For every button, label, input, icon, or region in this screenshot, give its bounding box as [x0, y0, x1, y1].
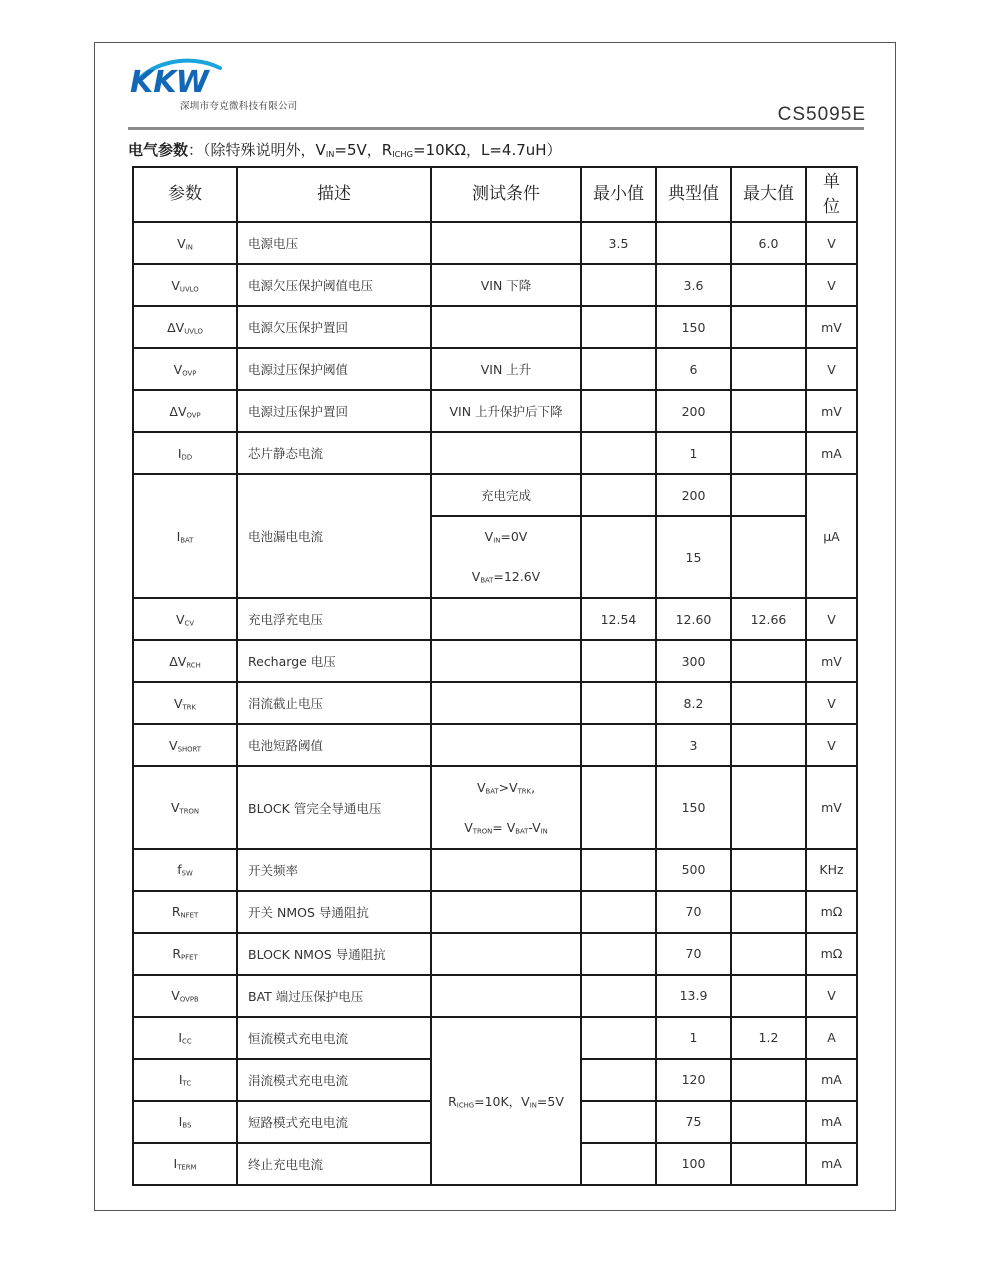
param-cell-subscript: TRON	[179, 807, 200, 816]
param-cell-subscript: OVPB	[179, 995, 199, 1004]
table-row	[133, 682, 857, 724]
cond-cell	[431, 222, 581, 264]
cond-cell	[431, 933, 581, 975]
cond-v-val: =0V	[500, 529, 528, 545]
desc-cell: 开关 NMOS 导通阻抗	[237, 891, 431, 933]
header-unit-line1: 单	[823, 171, 840, 192]
unit-cell: A	[806, 1017, 857, 1059]
unit-cell: V	[806, 724, 857, 766]
max-cell	[731, 306, 806, 348]
typ-cell: 300	[656, 640, 731, 682]
header-param: 参数	[133, 167, 237, 222]
typ-cell: 13.9	[656, 975, 731, 1017]
min-cell	[581, 1143, 656, 1185]
table-row	[133, 891, 857, 933]
param-cell-subscript: TERM	[177, 1164, 197, 1173]
cond-line	[432, 557, 580, 597]
cond-v: V	[484, 529, 494, 545]
param-cell	[133, 1059, 237, 1101]
typ-cell: 12.60	[656, 598, 731, 640]
cond-r: R	[448, 1093, 457, 1109]
cond-cell	[431, 975, 581, 1017]
max-cell	[731, 849, 806, 891]
header-unit	[806, 167, 857, 222]
max-cell	[731, 891, 806, 933]
min-cell	[581, 474, 656, 516]
cond-cell	[431, 640, 581, 682]
max-cell	[731, 975, 806, 1017]
cond-v: V	[521, 1093, 530, 1109]
cond-cell	[431, 516, 581, 598]
max-cell	[731, 933, 806, 975]
cond-line	[432, 768, 580, 808]
cond-cell: VIN 上升	[431, 348, 581, 390]
section-r-sub: ICHG	[392, 149, 414, 160]
param-cell	[133, 474, 237, 598]
section-open: （除特殊说明外，	[203, 141, 316, 159]
table-row	[133, 432, 857, 474]
param-cell-symbol: I	[176, 528, 181, 544]
unit-cell: V	[806, 682, 857, 724]
unit-cell: V	[806, 975, 857, 1017]
table-row-tron	[133, 766, 857, 848]
desc-cell: 涓流截止电压	[237, 682, 431, 724]
cond-part: V	[464, 819, 473, 835]
typ-cell: 1	[656, 1017, 731, 1059]
desc-cell: 短路模式充电电流	[237, 1101, 431, 1143]
param-cell	[133, 306, 237, 348]
param-cell-symbol: I	[178, 1030, 183, 1046]
max-cell: 1.2	[731, 1017, 806, 1059]
header-divider	[128, 127, 864, 130]
header-row	[133, 167, 857, 222]
param-cell	[133, 264, 237, 306]
min-cell	[581, 975, 656, 1017]
desc-cell: 充电浮充电压	[237, 598, 431, 640]
table-row-charge	[133, 1017, 857, 1059]
typ-cell: 150	[656, 306, 731, 348]
cond-cell-merged	[431, 1017, 581, 1185]
cond-cell	[431, 766, 581, 848]
param-cell-symbol: V	[169, 737, 178, 753]
cond-part: = V	[492, 819, 516, 835]
param-cell	[133, 1017, 237, 1059]
cond-part: ,	[531, 779, 536, 795]
param-cell	[133, 933, 237, 975]
unit-cell: V	[806, 222, 857, 264]
model-number: CS5095E	[777, 104, 866, 125]
param-cell	[133, 849, 237, 891]
typ-cell: 70	[656, 891, 731, 933]
min-cell	[581, 306, 656, 348]
param-cell-subscript: SW	[181, 869, 193, 878]
param-cell	[133, 432, 237, 474]
table-row	[133, 348, 857, 390]
typ-cell: 500	[656, 849, 731, 891]
param-cell	[133, 640, 237, 682]
cond-vbat: V	[471, 569, 481, 585]
param-cell-subscript: TC	[182, 1079, 192, 1088]
cond-cell	[431, 306, 581, 348]
min-cell	[581, 682, 656, 724]
desc-cell: 电源电压	[237, 222, 431, 264]
param-cell	[133, 766, 237, 848]
param-cell-symbol: I	[173, 1156, 178, 1172]
company-name: 深圳市夸克微科技有限公司	[180, 101, 298, 112]
cond-sub: TRK	[517, 787, 532, 796]
max-cell: 6.0	[731, 222, 806, 264]
desc-cell: 电源过压保护阈值	[237, 348, 431, 390]
typ-cell: 70	[656, 933, 731, 975]
max-cell	[731, 474, 806, 516]
section-r: R	[381, 141, 393, 159]
max-cell	[731, 432, 806, 474]
section-title	[128, 139, 562, 160]
cond-mid: =10K，	[474, 1093, 522, 1109]
typ-cell: 200	[656, 474, 731, 516]
max-cell	[731, 724, 806, 766]
desc-cell: 恒流模式充电电流	[237, 1017, 431, 1059]
param-cell-symbol: V	[171, 277, 180, 293]
desc-cell: 涓流模式充电电流	[237, 1059, 431, 1101]
param-cell	[133, 598, 237, 640]
param-cell	[133, 891, 237, 933]
min-cell	[581, 1059, 656, 1101]
cond-r-sub: ICHG	[456, 1101, 475, 1110]
param-cell-subscript: RCH	[186, 661, 201, 670]
min-cell: 3.5	[581, 222, 656, 264]
cond-line	[432, 517, 580, 557]
param-cell-subscript: BS	[182, 1121, 192, 1130]
desc-cell: 芯片静态电流	[237, 432, 431, 474]
desc-cell: BLOCK 管完全导通电压	[237, 766, 431, 848]
table-row	[133, 306, 857, 348]
header-desc: 描述	[237, 167, 431, 222]
table-row	[133, 640, 857, 682]
section-v-val: =5V，	[334, 141, 382, 159]
param-cell-symbol: V	[175, 611, 185, 627]
max-cell	[731, 1101, 806, 1143]
unit-cell: V	[806, 264, 857, 306]
section-title-bold: 电气参数	[128, 141, 189, 159]
unit-cell: V	[806, 598, 857, 640]
electrical-parameters-table	[132, 166, 858, 1186]
company-logo	[128, 56, 328, 116]
table-row	[133, 975, 857, 1017]
table-row-bat	[133, 474, 857, 516]
cond-end: =5V	[536, 1093, 564, 1109]
param-cell-subscript: OVP	[186, 411, 201, 420]
min-cell	[581, 766, 656, 848]
section-colon: ：	[188, 141, 204, 159]
desc-cell: BAT 端过压保护电压	[237, 975, 431, 1017]
max-cell: 12.66	[731, 598, 806, 640]
unit-cell: V	[806, 348, 857, 390]
cond-cell: VIN 下降	[431, 264, 581, 306]
header-min: 最小值	[581, 167, 656, 222]
cond-part: -V	[528, 819, 541, 835]
param-cell-symbol: R	[171, 904, 181, 920]
param-cell	[133, 682, 237, 724]
min-cell	[581, 933, 656, 975]
typ-cell: 120	[656, 1059, 731, 1101]
table-row	[133, 390, 857, 432]
table-row	[133, 598, 857, 640]
cond-cell: VIN 上升保护后下降	[431, 390, 581, 432]
header-unit-line2: 位	[823, 196, 840, 217]
kkw-logo-mark	[128, 56, 328, 100]
cond-cell	[431, 724, 581, 766]
cond-cell	[431, 432, 581, 474]
min-cell	[581, 640, 656, 682]
max-cell	[731, 516, 806, 598]
typ-cell	[656, 222, 731, 264]
param-cell-subscript: CV	[184, 619, 195, 628]
max-cell	[731, 390, 806, 432]
desc-cell: 电池短路阈值	[237, 724, 431, 766]
cond-sub: IN	[540, 827, 548, 836]
desc-cell: 开关频率	[237, 849, 431, 891]
min-cell	[581, 390, 656, 432]
desc-cell: 电源欠压保护阈值电压	[237, 264, 431, 306]
header-max: 最大值	[731, 167, 806, 222]
param-cell-symbol: V	[177, 235, 186, 251]
header-cond: 测试条件	[431, 167, 581, 222]
min-cell	[581, 516, 656, 598]
param-cell	[133, 222, 237, 264]
desc-cell: 电池漏电电流	[237, 474, 431, 598]
max-cell	[731, 682, 806, 724]
param-cell	[133, 390, 237, 432]
param-cell	[133, 975, 237, 1017]
param-cell-symbol: V	[173, 695, 183, 711]
unit-cell: mV	[806, 306, 857, 348]
param-cell-subscript: BAT	[180, 536, 194, 545]
unit-cell: mΩ	[806, 933, 857, 975]
param-cell-symbol: V	[171, 988, 180, 1004]
typ-cell: 75	[656, 1101, 731, 1143]
table-row	[133, 849, 857, 891]
unit-cell: mΩ	[806, 891, 857, 933]
param-cell-symbol: I	[177, 445, 182, 461]
cond-v-sub: IN	[529, 1101, 537, 1110]
cond-v-sub: IN	[493, 537, 501, 546]
param-cell-symbol: ΔV	[167, 319, 185, 335]
max-cell	[731, 1059, 806, 1101]
section-v: V	[315, 141, 326, 159]
min-cell	[581, 1017, 656, 1059]
param-cell-symbol: f	[177, 862, 182, 878]
cond-part: V	[476, 779, 486, 795]
cond-sub: BAT	[515, 827, 529, 836]
typ-cell: 200	[656, 390, 731, 432]
param-cell-subscript: PFET	[181, 953, 198, 962]
param-cell-symbol: R	[172, 946, 182, 962]
unit-cell: mA	[806, 432, 857, 474]
cond-cell	[431, 682, 581, 724]
typ-cell: 6	[656, 348, 731, 390]
min-cell	[581, 724, 656, 766]
cond-line	[432, 808, 580, 848]
unit-cell: mV	[806, 766, 857, 848]
table-row	[133, 264, 857, 306]
unit-cell: KHz	[806, 849, 857, 891]
min-cell	[581, 264, 656, 306]
param-cell-symbol: ΔV	[169, 653, 187, 669]
param-cell-subscript: TRK	[182, 703, 197, 712]
param-cell	[133, 1101, 237, 1143]
min-cell	[581, 1101, 656, 1143]
section-r-val: =10KΩ，L=4.7uH）	[413, 141, 562, 159]
unit-cell: mV	[806, 390, 857, 432]
max-cell	[731, 264, 806, 306]
cond-vbat-sub: BAT	[480, 577, 494, 586]
cond-cell	[431, 849, 581, 891]
table-row	[133, 724, 857, 766]
param-cell-symbol: I	[178, 1072, 183, 1088]
param-cell-subscript: CC	[182, 1037, 192, 1046]
cond-vbat-val: =12.6V	[493, 569, 541, 585]
param-cell-subscript: OVP	[182, 369, 197, 378]
param-cell-subscript: NFET	[180, 911, 199, 920]
desc-cell: 终止充电电流	[237, 1143, 431, 1185]
param-cell-subscript: UVLO	[184, 327, 203, 336]
cond-sub: BAT	[485, 787, 499, 796]
typ-cell: 3.6	[656, 264, 731, 306]
unit-cell: mA	[806, 1143, 857, 1185]
cond-cell	[431, 891, 581, 933]
min-cell	[581, 348, 656, 390]
desc-cell: Recharge 电压	[237, 640, 431, 682]
cond-cell	[431, 598, 581, 640]
typ-cell: 3	[656, 724, 731, 766]
unit-cell: mV	[806, 640, 857, 682]
section-v-sub: IN	[325, 149, 335, 160]
param-cell-symbol: ΔV	[169, 403, 187, 419]
desc-cell: BLOCK NMOS 导通阻抗	[237, 933, 431, 975]
logo-text: KKW	[130, 65, 209, 100]
unit-cell: μA	[806, 474, 857, 598]
unit-cell: mA	[806, 1101, 857, 1143]
param-cell-symbol: V	[173, 361, 183, 377]
desc-cell: 电源过压保护置回	[237, 390, 431, 432]
param-cell-subscript: DD	[181, 453, 193, 462]
table-row	[133, 222, 857, 264]
min-cell: 12.54	[581, 598, 656, 640]
typ-cell: 15	[656, 516, 731, 598]
table-row	[133, 933, 857, 975]
cond-cell: 充电完成	[431, 474, 581, 516]
unit-cell: mA	[806, 1059, 857, 1101]
cond-sub: TRON	[472, 827, 493, 836]
param-cell-symbol: V	[170, 800, 180, 815]
param-cell	[133, 348, 237, 390]
typ-cell: 1	[656, 432, 731, 474]
typ-cell: 8.2	[656, 682, 731, 724]
desc-cell: 电源欠压保护置回	[237, 306, 431, 348]
param-cell	[133, 1143, 237, 1185]
typ-cell: 100	[656, 1143, 731, 1185]
param-cell-subscript: SHORT	[177, 745, 201, 754]
min-cell	[581, 891, 656, 933]
param-cell	[133, 724, 237, 766]
max-cell	[731, 766, 806, 848]
param-cell-subscript: UVLO	[179, 285, 199, 294]
cond-part: >V	[498, 779, 518, 795]
typ-cell: 150	[656, 766, 731, 848]
max-cell	[731, 1143, 806, 1185]
min-cell	[581, 849, 656, 891]
param-cell-symbol: I	[178, 1114, 183, 1130]
max-cell	[731, 348, 806, 390]
header-typ: 典型值	[656, 167, 731, 222]
param-cell-subscript: IN	[185, 243, 193, 252]
max-cell	[731, 640, 806, 682]
min-cell	[581, 432, 656, 474]
